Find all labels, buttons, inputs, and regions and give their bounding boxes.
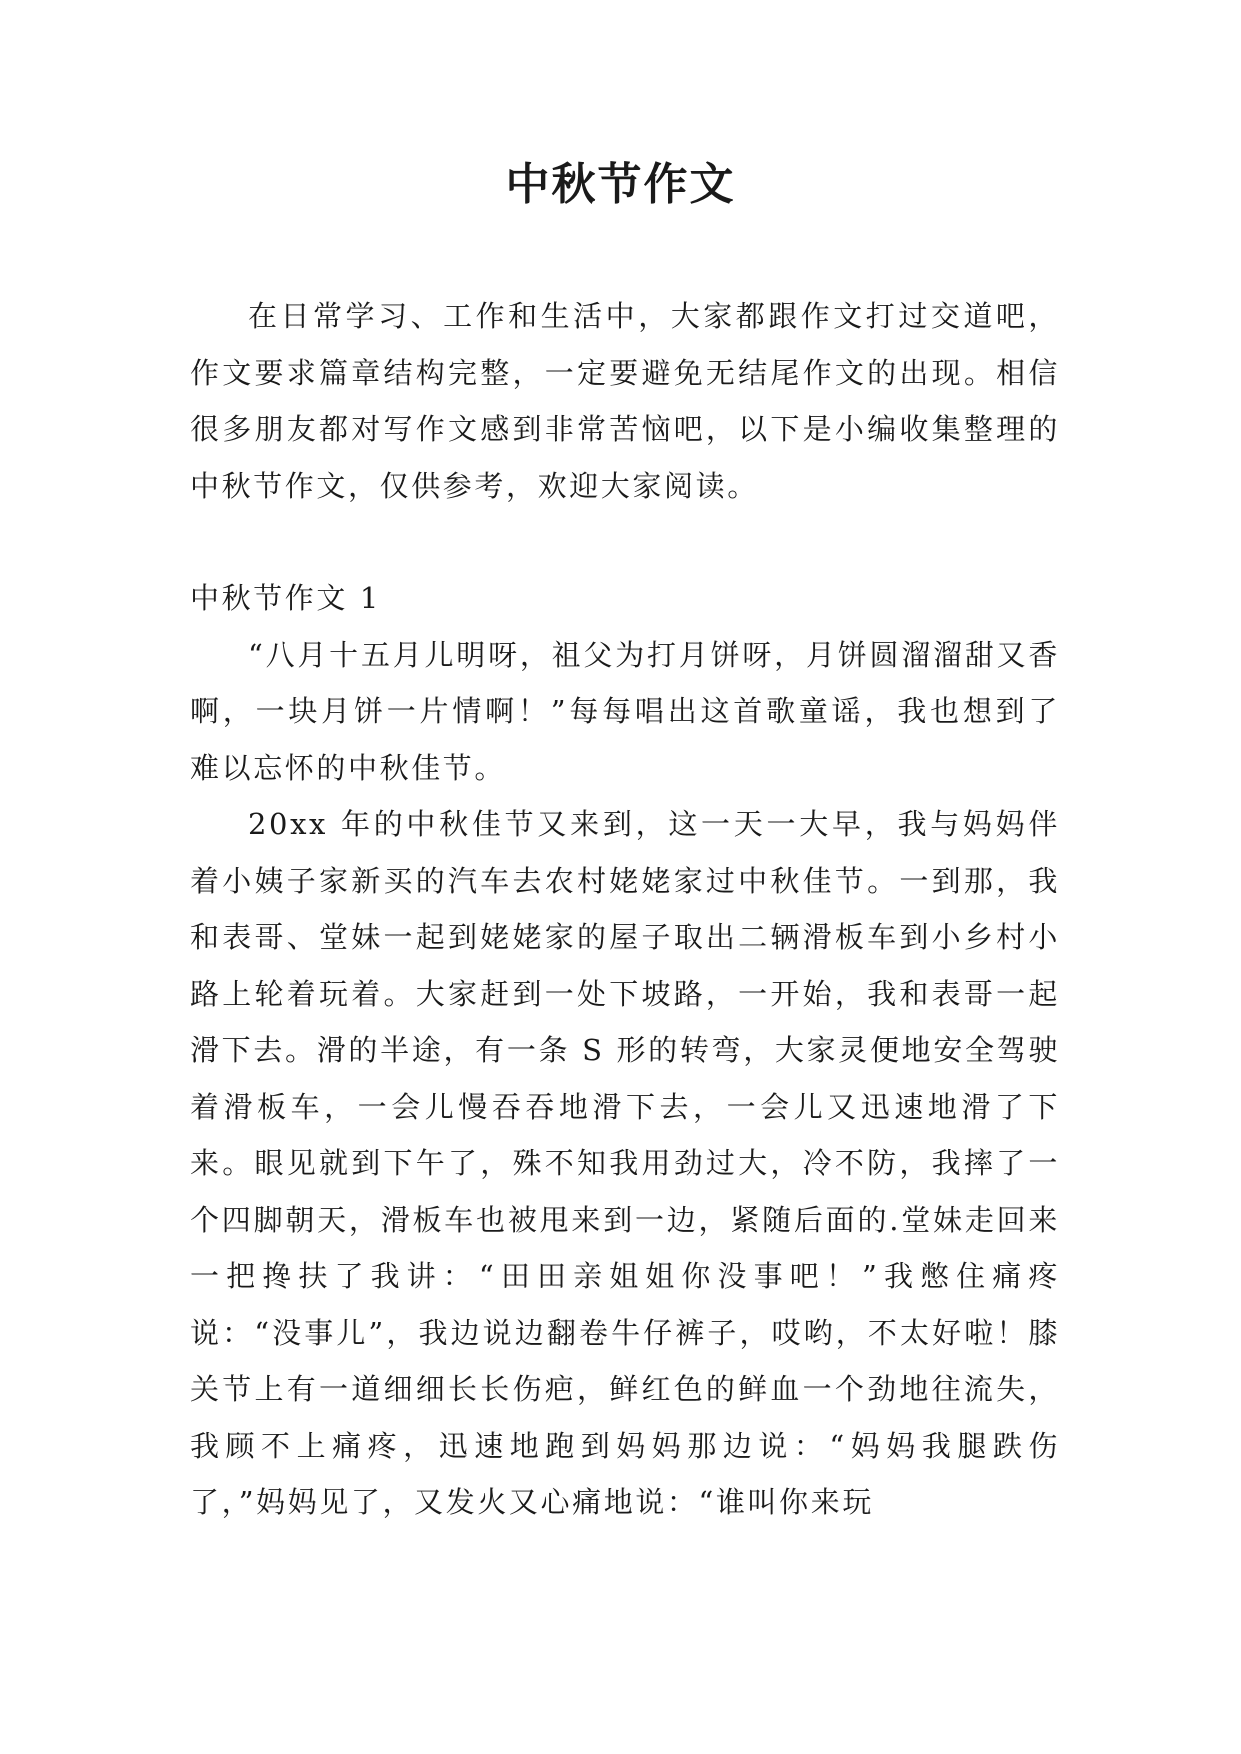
paragraph-spacer [190,514,1060,570]
intro-paragraph: 在日常学习、工作和生活中，大家都跟作文打过交道吧，作文要求篇章结构完整，一定要避免无结尾作文的出现。相信很多朋友都对写作文感到非常苦恼吧，以下是小编收集整理的中秋节作文，仅供参考，欢迎大家阅读。 [190,299,1060,503]
section-heading: 中秋节作文 1 [190,581,381,615]
section-paragraph-1: “八月十五月儿明呀，祖父为打月饼呀，月饼圆溜溜甜又香啊，一块月饼一片情啊！”每每唱出这首歌童谣，我也想到了难以忘怀的中秋佳节。 [190,637,1060,785]
document-body [190,288,1060,1531]
section-paragraph-2: 20xx 年的中秋佳节又来到，这一天一大早，我与妈妈伴着小姨子家新买的汽车去农村姥姥家过中秋佳节。一到那，我和表哥、堂妹一起到姥姥家的屋子取出二辆滑板车到小乡村小路上轮着玩着。大家赶到一处下坡路，一开始，我和表哥一起滑下去。滑的半途，有一条 S 形的转弯，大家灵便地安全驾驶着滑板车，一会儿慢吞吞地滑下去，一会儿又迅速地滑了下来。眼见就到下午了，殊不知我用劲过大，冷不防，我摔了一个四脚朝天，滑板车也被甩来到一边，紧随后面的.堂妹走回来一把搀扶了我讲：“田田亲姐姐你没事吧！”我憋住痛疼说：“没事儿”，我边说边翻卷牛仔裤子，哎哟，不太好啦！膝关节上有一道细细长长伤疤，鲜红色的鲜血一个劲地往流失，我顾不上痛疼，迅速地跑到妈妈那边说：“妈妈我腿跌伤了，”妈妈见了，又发火又心痛地说：“谁叫你来玩 [190,807,1060,1519]
document-title: 中秋节作文 [505,159,736,210]
